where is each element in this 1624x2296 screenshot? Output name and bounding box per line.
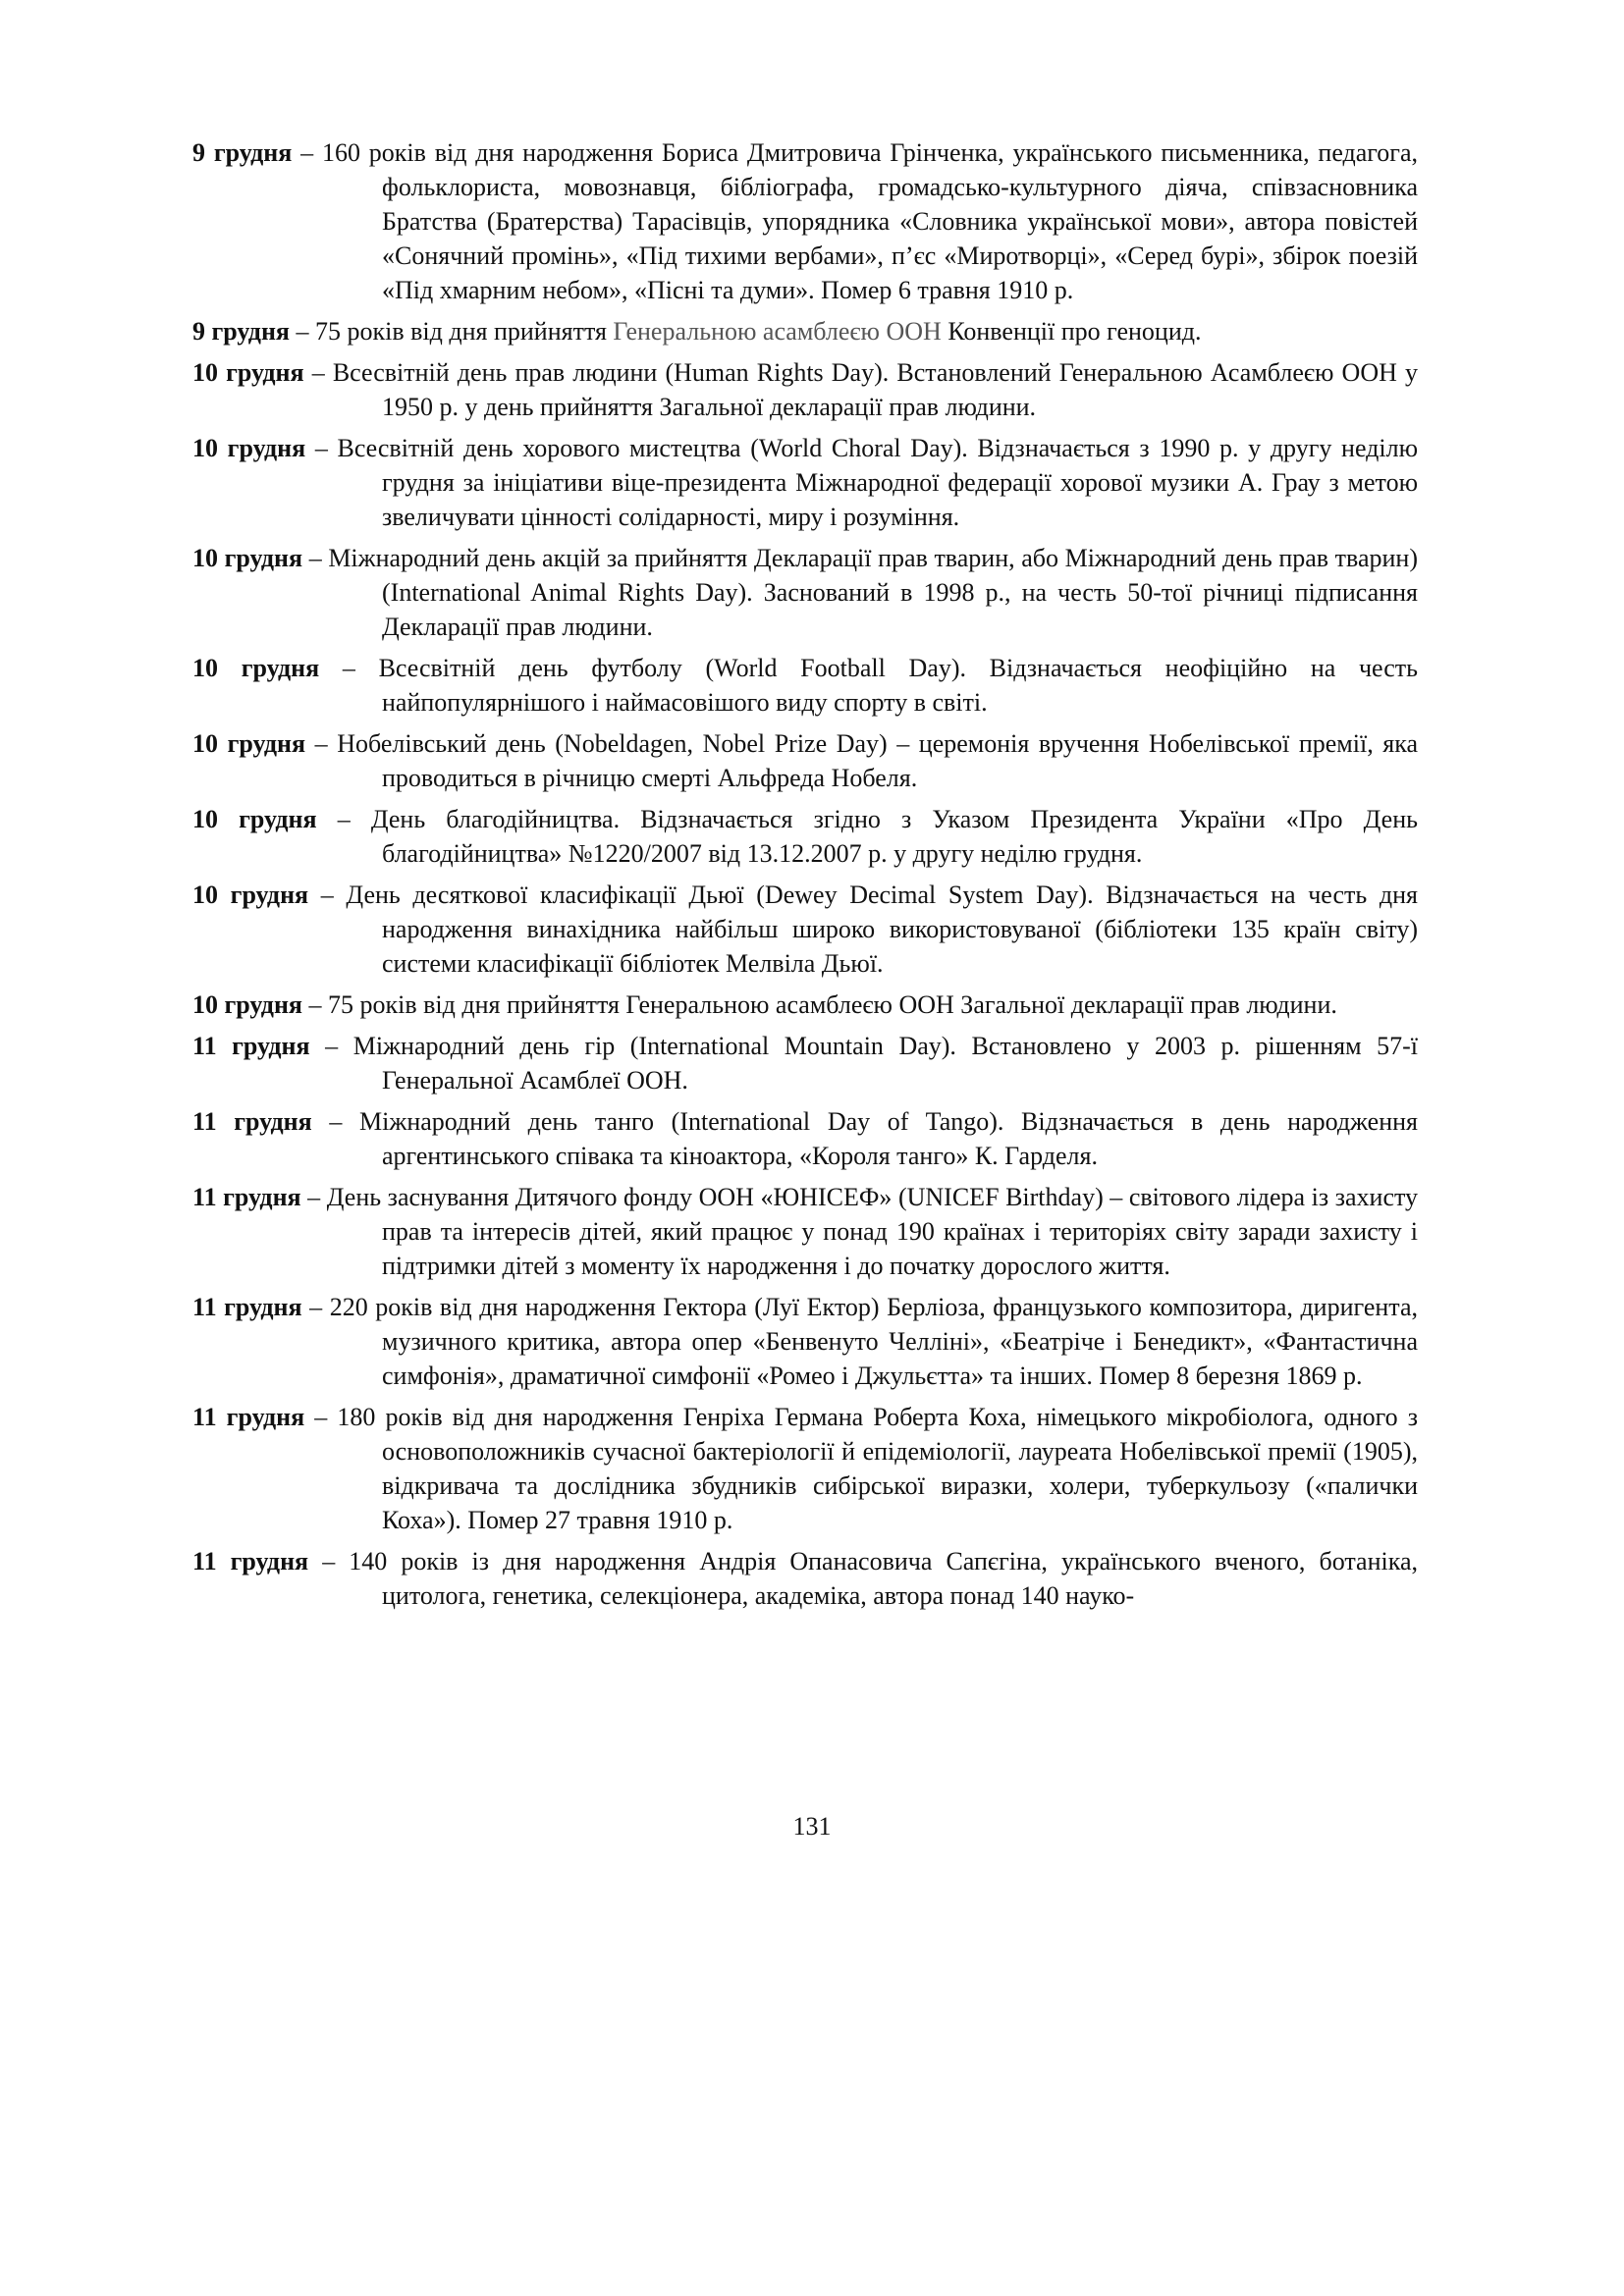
entry-text: Всесвітній день прав людини (Human Rights Day). Встановлений Генеральною Асамблеєю ООН у 1950 р. у день прийняття Загальної декларації прав людини. (332, 358, 1419, 421)
calendar-entry (192, 1290, 1418, 1393)
document-page (192, 135, 1418, 1620)
entry-text: 75 років від дня прийняття Генеральною асамблеєю ООН Загальної декларації прав людини. (328, 990, 1337, 1019)
entry-dash: – (311, 1107, 360, 1136)
page-number: 131 (792, 1812, 832, 1841)
entry-date: 10 грудня (192, 729, 306, 758)
entry-text: День десяткової класифікації Дьюї (Dewey Decimal System Day). Відзначається на честь дня народження винахідника найбільш широко використовуваної (бібліотеки 135 країн світу) системи класифікації бібліотек Мелвіла Дьюї. (346, 881, 1418, 978)
entry-dash: – (301, 1293, 330, 1321)
calendar-entry (192, 355, 1418, 424)
calendar-entry (192, 726, 1418, 795)
calendar-entry (192, 431, 1418, 534)
entry-date: 10 грудня (192, 358, 304, 387)
entry-text: 160 років від дня народження Бориса Дмитровича Грінченка, українського письменника, педагога, фольклориста, мовознавця, бібліографа, громадсько-культурного діяча, співзасновника Братства (Братерства) Тарасівців, упорядника «Словника української мови», автора повістей «Сонячний промінь», «Під тихими вербами», п’єс «Миротворці», «Серед бурі», збірок поезій «Під хмарним небом», «Пісні та думи». Помер 6 травня 1910 р. (321, 138, 1419, 304)
entry-dash: – (302, 544, 329, 572)
entry-dash: – (292, 138, 322, 167)
entry-date: 10 грудня (192, 654, 320, 682)
entry-text: День заснування Дитячого фонду ООН «ЮНІСЕФ» (UNICEF Birthday) – світового лідера із захисту прав та інтересів дітей, який працює у понад 190 країнах і територіях світу заради захисту і підтримки дітей з моменту їх народження і до початку дорослого життя. (326, 1183, 1418, 1280)
entry-date: 11 грудня (192, 1032, 310, 1060)
entry-text: 140 років із дня народження Андрія Опанасовича Сапєгіна, українського вченого, ботаніка, цитолога, генетика, селекціонера, академіка, автора понад 140 науко- (349, 1547, 1419, 1610)
entry-dash: – (302, 990, 328, 1019)
entry-dash: – (303, 358, 333, 387)
calendar-entry (192, 1544, 1418, 1613)
entry-dash: – (316, 805, 371, 833)
calendar-entry (192, 135, 1418, 307)
entry-date: 11 грудня (192, 1293, 302, 1321)
calendar-entry (192, 878, 1418, 981)
entry-text: Міжнародний день гір (International Mountain Day). Встановлено у 2003 р. рішенням 57-ї Генеральної Асамблеї ООН. (352, 1032, 1419, 1095)
calendar-entry (192, 1104, 1418, 1173)
entry-date: 10 грудня (192, 805, 317, 833)
entry-text: 220 років від дня народження Гектора (Луї Ектор) Берліоза, французького композитора, диригента, музичного критика, автора опер «Бенвенуто Челліні», «Беатріче і Бенедикт», «Фантастична симфонія», драматичної симфонії «Ромео і Джульєтта» та інших. Помер 8 березня 1869 р. (329, 1293, 1418, 1390)
entry-text: Міжнародний день танго (International Day of Tango). Відзначається в день народження аргентинського співака та кіноактора, «Короля танго» К. Гарделя. (359, 1107, 1418, 1170)
calendar-entry (192, 314, 1418, 348)
calendar-entry (192, 651, 1418, 720)
entry-date: 10 грудня (192, 990, 302, 1019)
entry-date: 11 грудня (192, 1183, 301, 1211)
entry-date: 9 грудня (192, 138, 293, 167)
entry-text: Всесвітній день хорового мистецтва (World Choral Day). Відзначається з 1990 р. у другу неділю грудня за ініціативи віце-президента Міжнародної федерації хорової музики А. Грау з метою звеличувати цінності солідарності, миру і розуміння. (337, 434, 1418, 531)
calendar-entry (192, 802, 1418, 871)
entry-text: Всесвітній день футболу (World Football Day). Відзначається неофіційно на честь найпопулярнішого і наймасовішого виду спорту в світі. (378, 654, 1419, 717)
calendar-entry (192, 1400, 1418, 1537)
entry-text-end: Конвенції про геноцид. (941, 317, 1202, 346)
entry-dash: – (309, 1032, 353, 1060)
entry-date: 9 грудня (192, 317, 290, 346)
entry-text: 75 років від дня прийняття (315, 317, 614, 346)
entry-dash: – (308, 881, 347, 909)
entry-date: 10 грудня (192, 434, 306, 462)
entry-dash: – (308, 1547, 350, 1575)
entry-text: День благодійництва. Відзначається згідно з Указом Президента України «Про День благодійництва» №1220/2007 від 13.12.2007 р. у другу неділю грудня. (370, 805, 1418, 868)
calendar-entry (192, 541, 1418, 644)
entry-text: Нобелівський день (Nobeldagen, Nobel Prize Day) – церемонія вручення Нобелівської премії, яка проводиться в річницю смерті Альфреда Нобеля. (337, 729, 1418, 792)
entry-dash: – (305, 434, 338, 462)
entry-date: 11 грудня (192, 1547, 309, 1575)
entry-dash: – (290, 317, 315, 346)
entry-dash: – (304, 1403, 338, 1431)
calendar-entry (192, 1029, 1418, 1097)
calendar-entry (192, 988, 1418, 1022)
entry-dash: – (300, 1183, 327, 1211)
entry-date: 11 грудня (192, 1107, 312, 1136)
entry-text: 180 років від дня народження Генріха Германа Роберта Коха, німецького мікробіолога, одного з основоположників сучасної бактеріології й епідеміології, лауреата Нобелівської премії (1905), відкривача та дослідника збудників сибірської виразки, холери, туберкульозу («палички Коха»). Помер 27 травня 1910 р. (337, 1403, 1418, 1534)
entry-date: 10 грудня (192, 881, 309, 909)
entry-date: 11 грудня (192, 1403, 305, 1431)
entry-text: Міжнародний день акцій за прийняття Декларації прав тварин, або Міжнародний день прав тварин) (International Animal Rights Day). Заснований в 1998 р., на честь 50-тої річниці підписання Декларації прав людини. (328, 544, 1418, 641)
entry-dash: – (305, 729, 338, 758)
calendar-entry (192, 1180, 1418, 1283)
entry-text-highlight: Генеральною асамблеєю ООН (613, 317, 942, 346)
entry-dash: – (319, 654, 379, 682)
entry-date: 10 грудня (192, 544, 303, 572)
